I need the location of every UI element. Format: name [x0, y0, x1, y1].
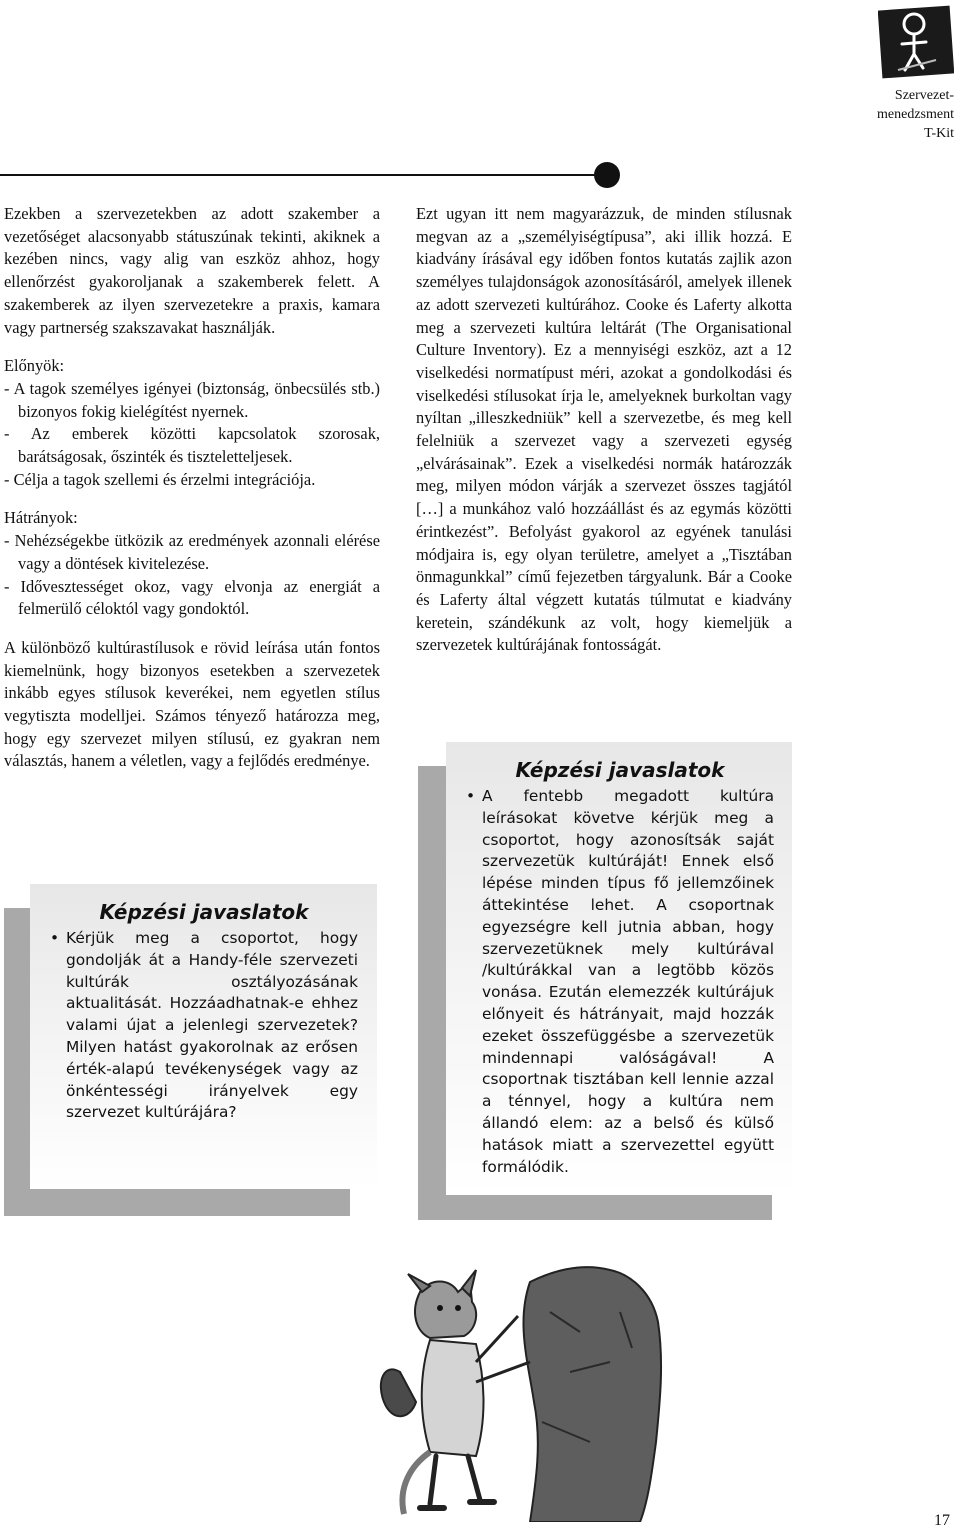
right-column: [416, 203, 792, 673]
advantages-heading: Előnyök:: [4, 356, 65, 376]
training-box-title: Képzési javaslatok: [99, 900, 309, 924]
brand-text: [844, 86, 954, 143]
list-item: - A tagok személyes igényei (biztonság, önbecsülés stb.) bizonyos fokig kielégítést nyernek.: [4, 378, 380, 423]
training-box-right-content: [466, 758, 774, 1178]
climbing-fox-illustration-icon: [280, 1252, 680, 1522]
training-box-text: • Kérjük meg a csoportot, hogy gondolják át a Handy-féle szervezeti kultúrák osztályozásának aktualitását. Hozzáadhatnak-e ehhez valami újat a jelenlegi szervezetek? Milyen hatást gyakorolnak az erősen érték-alapú tevékenységek vagy az önkéntességi irányelvek egy szervezet kultúrájára?: [50, 928, 358, 1124]
list-item: - Célja a tagok szellemi és érzelmi integrációja.: [4, 469, 380, 492]
training-box-title: Képzési javaslatok: [515, 758, 725, 782]
list-item: - Az emberek közötti kapcsolatok szorosak, barátságosak, őszinték és tiszteletteljesek.: [4, 423, 380, 468]
closing-paragraph: A különböző kultúrastílusok e rövid leírása után fontos kiemelnünk, hogy bizonyos esetekben a szervezetek inkább egyes stílusok keverékei, nem egyetlen stílus vegytiszta modelljei. Számos tényező határozza meg, hogy egy szervezet milyen stílusú, ez gyakran nem választás, hanem a véletlen, vagy a fejlődés eredménye.: [4, 637, 380, 771]
body-paragraph: Ezt ugyan itt nem magyarázzuk, de minden stílusnak megvan az a „személyiségtípusa”, aki illik hozzá. E kiadvány írásával egy időben fontos kutatás zajlik azon személyes tulajdonságok azonosításáról, amelyek illenek az adott szervezeti kultúrához. Cooke és Laferty alkotta meg a szervezeti kultúra leltárát (The Organisational Culture Inventory). Ez a mennyiségi eszköz, azt a 12 viselkedési normatípust méri, azokat a gondolkodási és viselkedési stílusokat írja le, amelyeknek burkoltan vagy nyíltan „illeszkedniük” kell a szervezetbe, és meg kell felelniük a szervezet vagy a szervezeti egység „elvárásainak”. Ezek a viselkedési normák határozzák meg, milyen módon várják a szervezet összes tagjától […] a munkához való hozzáállást és az egymás közötti érintkezést”. Befolyást gyakorol az egyének tanulási módjaira is, egy olyan területre, amelyet a „Tisztában önmagunkkal” című fejezetben tárgyalunk. Bár a Cooke és Laferty által végzett kutatás túlmutat e kiadvány keretein, szándékunk az volt, hogy kiemeljük a szervezetek kultúrájának fontosságát.: [416, 204, 792, 655]
advantages-list: [4, 378, 380, 492]
brand-line: T-Kit: [924, 126, 954, 141]
t-kit-logo-icon: [878, 4, 954, 80]
brand-line: menedzsment: [877, 107, 954, 122]
disadvantages-list: [4, 530, 380, 621]
brand-line: Szervezet-: [894, 88, 954, 103]
training-box-left-content: [50, 900, 358, 1124]
list-item: - Idővesztességet okoz, vagy elvonja az energiát a felmerülő céloktól vagy gondoktól.: [4, 576, 380, 621]
header-rule: [0, 174, 604, 176]
training-box-text: • A fentebb megadott kultúra leírásokat követve kérjük meg a csoportot, hogy azonosítsák saját szervezetük kultúráját! Ennek első lépése minden típus fő jellemzőinek áttekintése lehet. A csoportnak egyezségre kell jutnia abban, hogy szervezetüknek mely kultúrával /kultúrákkal van a legtöbb közös vonása. Ezután elemezzék kultúrájuk előnyeit és hátrányait, majd hozzák ezeket összefüggésbe a szervezetük mindennapi valóságával! A csoportnak tisztában kell lennie azzal a ténnyel, hogy a kultúra nem állandó elem: az a belső és külső hatások miatt a szervezettel együtt formálódik.: [466, 786, 774, 1178]
list-item: - Nehézségekbe ütközik az eredmények azonnali elérése vagy a döntések kivitelezése.: [4, 530, 380, 575]
page-number: 17: [934, 1512, 950, 1529]
intro-paragraph: Ezekben a szervezetekben az adott szakember a vezetőséget alacsonyabb státuszúnak tekinti, akiknek a kezében nincs, vagy alig van eszköz ahhoz, hogy ellenőrzést gyakoroljanak a szakemberek felett. A szakemberek az ilyen szervezetekre a praxis, kamara vagy partnerség szakszavakat használják.: [4, 204, 380, 337]
disadvantages-heading: Hátrányok:: [4, 508, 78, 528]
left-column: [4, 203, 380, 789]
rule-dot-icon: [594, 162, 620, 188]
